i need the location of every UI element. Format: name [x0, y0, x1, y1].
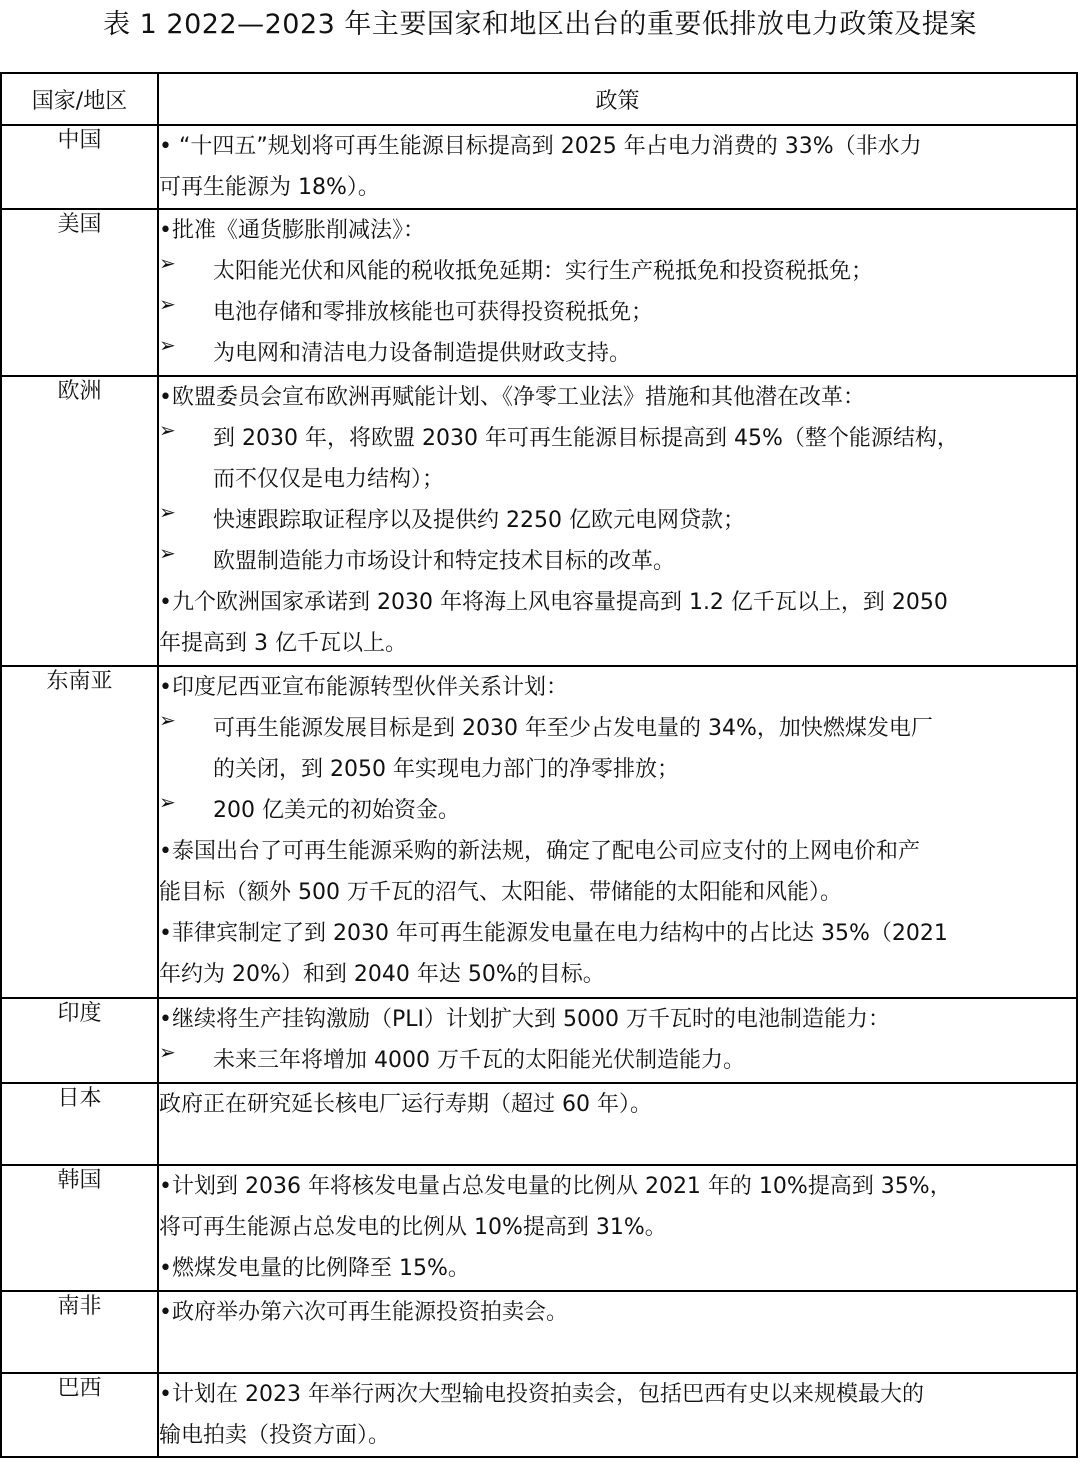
country-cell: 韩国 [1, 1165, 158, 1291]
country-cell: 欧洲 [1, 376, 158, 666]
table-row [1, 1083, 1077, 1165]
policy-cell [158, 1373, 1077, 1457]
policy-item [159, 126, 1076, 208]
table-row [1, 1165, 1077, 1291]
policy-cell [158, 1291, 1077, 1373]
arrow-bullet-icon: ➢ [159, 1040, 176, 1064]
policy-cell [158, 209, 1077, 376]
table-title: 表 1 2022—2023 年主要国家和地区出台的重要低排放电力政策及提案 [103, 9, 977, 40]
policy-item [159, 210, 1076, 251]
policy-line: 可再生能源发展目标是到 2030 年至少占发电量的 34%，加快燃煤发电厂 [213, 716, 933, 741]
policy-item [159, 377, 1076, 418]
sub-item-text [213, 708, 1076, 790]
arrow-bullet-icon: ➢ [159, 790, 176, 814]
policy-line: 年约为 20%）和到 2040 年达 50%的目标。 [159, 962, 605, 987]
policy-cell [158, 666, 1077, 998]
sub-item-text [213, 418, 1076, 500]
policy-line: 欧盟制造能力市场设计和特定技术目标的改革。 [213, 549, 676, 574]
country-cell: 南非 [1, 1291, 158, 1373]
country-cell: 东南亚 [1, 666, 158, 998]
policy-cell [158, 125, 1077, 209]
policy-line: 快速跟踪取证程序以及提供约 2250 亿欧元电网贷款； [213, 508, 745, 533]
policy-line: 为电网和清洁电力设备制造提供财政支持。 [213, 341, 632, 366]
policy-line: 电池存储和零排放核能也可获得投资税抵免； [213, 300, 654, 325]
sub-item [159, 790, 1076, 831]
table-row [1, 209, 1077, 376]
policy-item [159, 1166, 1076, 1248]
policy-line: 200 亿美元的初始资金。 [213, 798, 460, 823]
policy-line: 太阳能光伏和风能的税收抵免延期：实行生产税抵免和投资税抵免； [213, 259, 874, 284]
table-header-row [1, 73, 1077, 125]
arrow-bullet-icon: ➢ [159, 500, 176, 524]
sub-item [159, 500, 1076, 541]
policy-line: •印度尼西亚宣布能源转型伙伴关系计划： [159, 675, 568, 700]
arrow-bullet-icon: ➢ [159, 708, 176, 732]
sub-item-text [213, 251, 1076, 292]
country-cell: 日本 [1, 1083, 158, 1165]
table-row [1, 666, 1077, 998]
policy-line: 可再生能源为 18%）。 [159, 175, 380, 200]
policy-line: 输电拍卖（投资方面）。 [159, 1423, 391, 1448]
sub-item-text [213, 333, 1076, 374]
sub-item [159, 708, 1076, 790]
policy-table [0, 72, 1078, 1458]
sub-item-text [213, 292, 1076, 333]
policy-line: •泰国出台了可再生能源采购的新法规，确定了配电公司应支付的上网电价和产 [159, 839, 920, 864]
policy-line: 到 2030 年，将欧盟 2030 年可再生能源目标提高到 45%（整个能源结构， [213, 426, 959, 451]
policy-line: •欧盟委员会宣布欧洲再赋能计划、《净零工业法》措施和其他潜在改革： [159, 385, 865, 410]
sub-item-text [213, 790, 1076, 831]
policy-line: • “十四五”规划将可再生能源目标提高到 2025 年占电力消费的 33%（非水力 [159, 134, 922, 159]
policy-item [159, 667, 1076, 708]
policy-line: •菲律宾制定了到 2030 年可再生能源发电量在电力结构中的占比达 35%（2021 [159, 921, 948, 946]
policy-item [159, 1084, 1076, 1125]
sub-item [159, 251, 1076, 292]
policy-cell [158, 1165, 1077, 1291]
sub-item [159, 292, 1076, 333]
policy-cell [158, 376, 1077, 666]
policy-item [159, 913, 1076, 995]
policy-line: •继续将生产挂钩激励（PLI）计划扩大到 5000 万千瓦时的电池制造能力： [159, 1007, 890, 1032]
arrow-bullet-icon: ➢ [159, 418, 176, 442]
policy-line: •计划到 2036 年将核发电量占总发电量的比例从 2021 年的 10%提高到 35%， [159, 1174, 952, 1199]
sub-item [159, 418, 1076, 500]
sub-item-text [213, 1040, 1076, 1081]
policy-item [159, 1248, 1076, 1289]
sub-item-text [213, 541, 1076, 582]
policy-line: •燃煤发电量的比例降至 15%。 [159, 1256, 470, 1281]
policy-line: 年提高到 3 亿千瓦以上。 [159, 631, 407, 656]
policy-line: •九个欧洲国家承诺到 2030 年将海上风电容量提高到 1.2 亿千瓦以上，到 2050 [159, 590, 948, 615]
policy-line: 未来三年将增加 4000 万千瓦的太阳能光伏制造能力。 [213, 1048, 745, 1073]
policy-line: 能目标（额外 500 万千瓦的沼气、太阳能、带储能的太阳能和风能）。 [159, 880, 842, 905]
country-cell: 印度 [1, 998, 158, 1083]
table-row [1, 1373, 1077, 1457]
policy-line: 而不仅仅是电力结构）； [213, 467, 445, 492]
country-cell: 中国 [1, 125, 158, 209]
arrow-bullet-icon: ➢ [159, 333, 176, 357]
table-row [1, 1291, 1077, 1373]
policy-line: •批准《通货膨胀削减法》： [159, 218, 425, 243]
policy-item [159, 582, 1076, 664]
sub-item [159, 1040, 1076, 1081]
table-row [1, 376, 1077, 666]
policy-cell [158, 1083, 1077, 1165]
arrow-bullet-icon: ➢ [159, 541, 176, 565]
header-country: 国家/地区 [1, 73, 158, 125]
header-policy: 政策 [158, 73, 1077, 125]
policy-item [159, 831, 1076, 913]
sub-item [159, 541, 1076, 582]
arrow-bullet-icon: ➢ [159, 292, 176, 316]
policy-cell [158, 998, 1077, 1083]
country-cell: 巴西 [1, 1373, 158, 1457]
policy-item [159, 1292, 1076, 1333]
policy-line: 的关闭，到 2050 年实现电力部门的净零排放； [213, 757, 679, 782]
policy-line: •政府举办第六次可再生能源投资拍卖会。 [159, 1300, 568, 1325]
arrow-bullet-icon: ➢ [159, 251, 176, 275]
policy-item [159, 1374, 1076, 1456]
table-row [1, 998, 1077, 1083]
country-cell: 美国 [1, 209, 158, 376]
policy-line: •计划在 2023 年举行两次大型输电投资拍卖会，包括巴西有史以来规模最大的 [159, 1382, 924, 1407]
policy-item [159, 999, 1076, 1040]
sub-item [159, 333, 1076, 374]
policy-line: 政府正在研究延长核电厂运行寿期（超过 60 年）。 [159, 1092, 652, 1117]
sub-item-text [213, 500, 1076, 541]
table-body [1, 125, 1077, 1457]
policy-line: 将可再生能源占总发电的比例从 10%提高到 31%。 [159, 1215, 667, 1240]
table-row [1, 125, 1077, 209]
